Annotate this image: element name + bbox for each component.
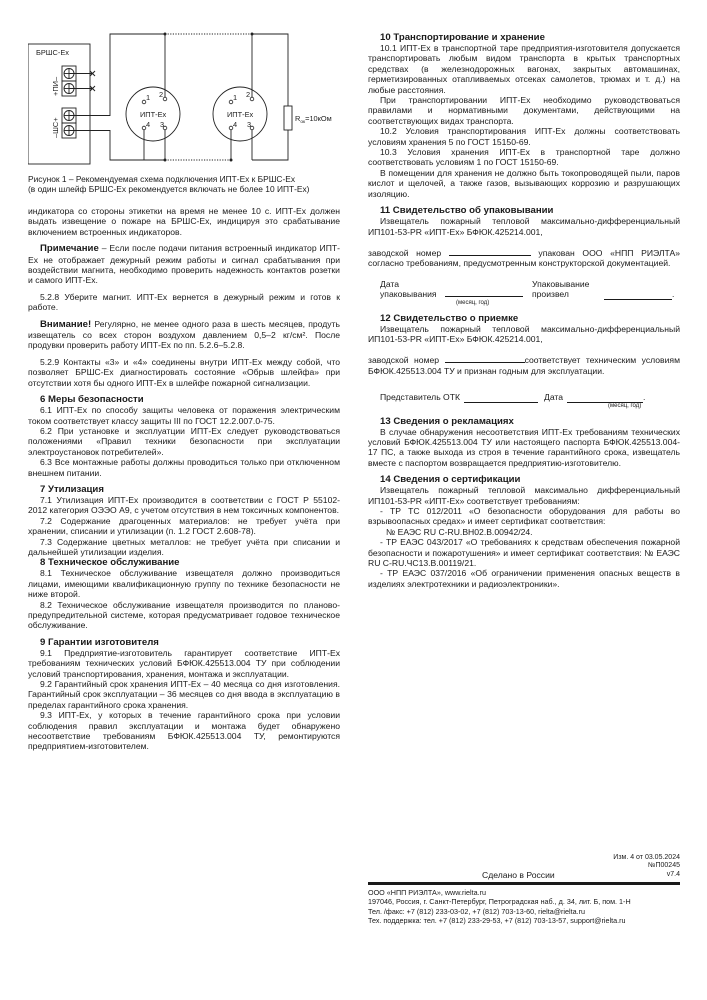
detector-1-label: ИПТ-Ex — [140, 110, 167, 119]
paragraph-7-2: 7.2 Содержание драгоценных материалов: не требует учёта при хранении, списании и утилизации (п. 1.2 ГОСТ 2.608-78). — [28, 515, 340, 537]
section-10-title: 10 Транспортирование и хранение — [380, 32, 545, 43]
brshs-label: БРШС-Ex — [36, 48, 69, 57]
section-9-title: 9 Гарантии изготовителя — [40, 636, 159, 648]
paragraph-10-2: 10.2 Условия транспортирования ИПТ-Ex должны соответствовать условиям хранения 5 по ГОСТ 15150-69. — [368, 126, 680, 147]
paragraph-6-3: 6.3 Все монтажные работы должны проводиться только при отключенном внешнем питании. — [28, 457, 340, 478]
brshs-box — [28, 44, 90, 164]
paragraph-8-1: 8.1 Техническое обслуживание извещателя должно производиться лицами, имеющими квалификационную группу по технике безопасности не ниже второй. — [28, 568, 340, 600]
packing-date-field[interactable] — [445, 288, 523, 297]
note-paragraph: Примечание – Если после подачи питания встроенный индикатор ИПТ-Ex не отображает дежурный режим работы и сигнал срабатывания при воздействии магнита, необходимо проверить надежность контактов розетки и самого ИПТ-Ex. — [28, 243, 340, 286]
made-in-russia: Сделано в России — [482, 870, 555, 880]
paragraph-6-1: 6.1 ИПТ-Ex по способу защиты человека от поражения электрическим током соответствует классу защиты III по ГОСТ 12.2.007.0-75. — [28, 405, 340, 426]
detector-2-label: ИПТ-Ex — [227, 110, 254, 119]
section-12-title: 12 Свидетельство о приемке — [380, 312, 519, 324]
paragraph-10-3b: В помещении для хранения не должно быть токопроводящей пыли, паров кислот и щелочей, а также газов, вызывающих коррозию и разрушающих изоляцию. — [368, 167, 680, 199]
section-8-title: 8 Техническое обслуживание — [40, 557, 180, 569]
paragraph-11-1: Извещатель пожарный тепловой максимально-дифференциальный ИП101-53-PR «ИПТ-Ex» БФЮК.425214.001, — [368, 216, 680, 237]
paragraph-7-1: 7.1 Утилизация ИПТ-Ex производится в соответствии с ГОСТ Р 55102-2012 категория ОЭЭО А9, с учетом отсутствия в нем токсичных компонентов. — [28, 494, 340, 516]
pi-label: +ПИ– — [51, 76, 60, 96]
section-14-title: 14 Сведения о сертификации — [380, 474, 521, 486]
support-phones: Тех. поддержка: тел. +7 (812) 233-29-53, +7 (812) 703-13-57, support@rielta.ru — [368, 916, 626, 926]
pin-3: 3 — [160, 120, 165, 129]
paragraph-5-2-9: 5.2.9 Контакты «3» и «4» соединены внутри ИПТ-Ex между собой, что позволяет БРШС-Ex диагностировать состояние «Обрыв шлейфа» при отсутствии хотя бы одного ИПТ-Ex в шлейфе пожарной сигнализации. — [28, 356, 340, 388]
paragraph-12-1: Извещатель пожарный тепловой максимально-дифференциальный ИП101-53-PR «ИПТ-Ex» БФЮК.425214.001, — [368, 323, 680, 344]
resistor-label: $R_{ок}=10кОм$ — [295, 114, 332, 125]
revision-block — [613, 854, 680, 879]
resistor — [284, 106, 292, 130]
paragraph-5-2-8: 5.2.8 Уберите магнит. ИПТ-Ex вернется в дежурный режим и готов к работе. — [28, 291, 340, 313]
paragraph-10-3: 10.3 Условия хранения ИПТ-Ex в транспортной таре должно соответствовать условиям 1 по ГОСТ 15150-69. — [368, 147, 680, 168]
paragraph-9-3: 9.3 ИПТ-Ex, у которых в течение гарантийного срока при условии соблюдения правил эксплуатации и монтажа будет обнаружено несоответствие требованиям БФЮК.425513.004 ТУ, ремонтируются предприятием-изготовителем. — [28, 710, 340, 752]
month-year-hint-2: (месяц, год) — [608, 402, 642, 409]
wiring-diagram — [28, 26, 340, 166]
paragraph-12-serial: заводской номер соответствует техническим условиям БФЮК.425513.004 ТУ и признан годным для эксплуатации. — [368, 355, 680, 376]
paragraph-13-1: В случае обнаружения несоответствия ИПТ-Ex требованиям технических условий БФЮК.425513.004 ТУ или настоящего паспорта БФЮК.425513.004-17 ПС, а также выхода из строя в течение гарантийного срока, извещатель вместе с паспортом возвращается предприятию-изготовителю. — [368, 426, 680, 468]
paragraph-14-2: - ТР ТС 012/2011 «О безопасности оборудования для работы во взрывоопасных средах» и имеет сертификат соответствия: — [368, 506, 680, 527]
pin-2: 2 — [159, 90, 164, 99]
company-contacts — [368, 888, 688, 926]
pin-1: 1 — [146, 93, 151, 102]
warning-paragraph: Внимание! Регулярно, не менее одного раза в шесть месяцев, продуть извещатель со всех сторон воздухом давлением 0,5–2 кг/см². После продувки проверить работу ИПТ-Ex по пп. 5.2.6–5.2.8. — [28, 318, 340, 351]
right-column — [368, 32, 680, 589]
paragraph-11-serial: заводской номер упакован ООО «НПП РИЭЛТА» согласно требованиям, предусмотренным конструкторской документацией. — [368, 247, 681, 269]
footer-rule — [368, 882, 680, 885]
company-address: 197046, Россия, г. Санкт-Петербург, Петроградская наб., д. 34, лит. Б, пом. 1-Н — [368, 897, 631, 907]
acceptance-date-field[interactable] — [567, 394, 643, 403]
pin-4b: 4 — [233, 120, 238, 129]
version: v7.4 — [666, 870, 680, 878]
serial-number-field[interactable] — [449, 247, 531, 256]
paragraph-14-1: Извещатель пожарный тепловой максимально дифференциальный ИП101-53-PR «ИПТ-Ex» соответствует требованиям: — [368, 485, 680, 506]
packing-signature-row: Дата упаковывания Упаковывание произвел . — [380, 278, 675, 300]
company-phones: Тел. /факс: +7 (812) 233-03-02, +7 (812) 703-13-60, rielta@rielta.ru — [368, 906, 585, 916]
packer-signature-field[interactable] — [604, 291, 672, 300]
paragraph-9-2: 9.2 Гарантийный срок хранения ИПТ-Ex – 40 месяца со дня изготовления. Гарантийный срок эксплуатации – 36 месяцев со дня ввода в эксплуатацию в пределах гарантийного срока хранения. — [28, 679, 340, 710]
paragraph-14-4: - ТР ЕАЭС 043/2017 «О требованиях к средствам обеспечения пожарной безопасности и пожаротушения» и имеет сертификат соответствия: № ЕАЭС RU C-RU.ЧС13.В.00119/21. — [368, 537, 680, 569]
paragraph-6-2: 6.2 При установке и эксплуатции ИПТ-Ex следует руководствоваться положениями «Правил техники безопасности при эксплуатации электроустановок потребителей». — [28, 425, 340, 457]
paragraph-10-1: 10.1 ИПТ-Ex в транспортной таре предприятия-изготовителя допускается транспортировать любым видом транспорта в крытых транспортных средствах (в железнодорожных вагонах, закрытых автомашинах, герметизированных отапливаемых отсеках самолетов, трюмах и т. д.) на любые расстояния. — [368, 43, 680, 95]
pin-3b: 3 — [247, 120, 252, 129]
doc-number: №П00245 — [647, 862, 680, 870]
section-13-title: 13 Сведения о рекламациях — [380, 415, 514, 427]
section-7-title: 7 Утилизация — [40, 483, 104, 495]
company-name: ООО «НПП РИЭЛТА», www.rielta.ru — [368, 888, 486, 897]
otk-signature-row: Представитель ОТК Дата . — [380, 392, 646, 403]
paragraph-10-1b: При транспортировании ИПТ-Ex необходимо руководствоваться правилами и нормативными документами, действующими на соответствующих видах транспорта. — [368, 95, 680, 126]
pin-4: 4 — [146, 120, 151, 129]
paragraph-14-5: - ТР ЕАЭС 037/2016 «Об ограничении применения опасных веществ в изделиях электротехники и радиоэлектроники». — [368, 568, 680, 589]
shs-label: –ШС+ — [51, 117, 60, 138]
pin-2b: 2 — [246, 90, 251, 99]
paragraph-8-2: 8.2 Техническое обслуживание извещателя производится по планово-предупредительной системе, которая предусматривает годовое техническое обслуживание. — [28, 599, 340, 631]
paragraph-indicator: индикатора со стороны этикетки на время не менее 10 с. ИПТ-Ex должен выдать извещение о пожаре на БРШС-Ex, индицируя это срабатывание включением встроенных индикаторов. — [28, 206, 340, 237]
revision: Изм. 4 от 03.05.2024 — [613, 854, 680, 861]
left-column — [28, 206, 340, 752]
figure-caption: Рисунок 1 – Рекомендуемая схема подключения ИПТ-Ex к БРШС-Ex (в один шлейф БРШС-Ex рекомендуется включать не более 10 ИПТ-Ex) — [28, 174, 310, 194]
paragraph-9-1: 9.1 Предприятие-изготовитель гарантирует соответствие ИПТ-Ex требованиям технических условий БФЮК.425513.004 ТУ при соблюдении условий транспортирования, хранения, монтажа и эксплуатации. — [28, 647, 340, 679]
section-11-title: 11 Свидетельство об упаковывании — [380, 205, 554, 217]
otk-signature-field[interactable] — [464, 394, 538, 403]
section-6-title: 6 Меры безопасности — [40, 394, 144, 406]
paragraph-7-3: 7.3 Содержание цветных металлов: не требует учёта при списании и дальнейшей утилизации изделия. — [28, 536, 340, 557]
pin-1b: 1 — [233, 93, 238, 102]
acceptance-serial-field[interactable] — [445, 354, 525, 363]
paragraph-14-3: № ЕАЭС RU C-RU.ВН02.В.00942/24. — [386, 526, 533, 537]
month-year-hint: (месяц, год) — [456, 299, 490, 306]
